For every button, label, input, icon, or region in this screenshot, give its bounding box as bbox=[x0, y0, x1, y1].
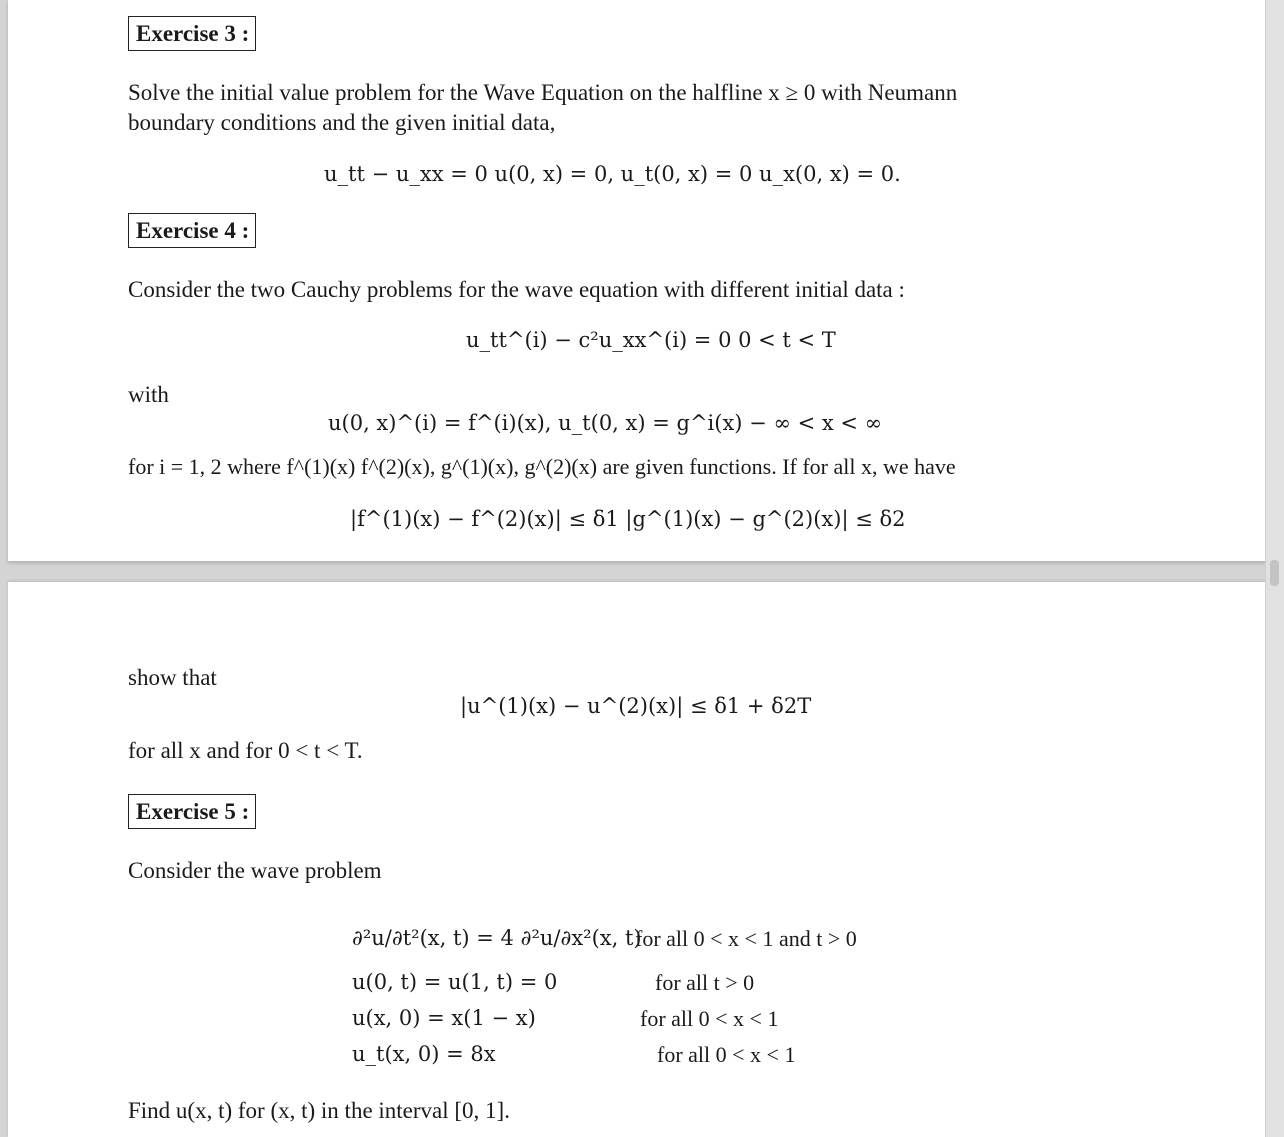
exercise-3-text-line-2: boundary conditions and the given initial data, bbox=[128, 110, 556, 135]
document-page-1 bbox=[8, 0, 1266, 561]
exercise-4-heading: Exercise 4 : bbox=[128, 213, 256, 248]
exercise-5-boundary-equation: u(0, t) = u(1, t) = 0 bbox=[352, 970, 558, 994]
exercise-4-result-equation: |u^(1)(x) − u^(2)(x)| ≤ δ1 + δ2T bbox=[460, 694, 812, 718]
exercise-4-intro: Consider the two Cauchy problems for the wave equation with different initial data : bbox=[128, 277, 905, 302]
exercise-5-boundary-condition: for all t > 0 bbox=[655, 970, 755, 995]
exercise-5-initial-velocity-condition: for all 0 < x < 1 bbox=[657, 1042, 796, 1067]
exercise-5-intro: Consider the wave problem bbox=[128, 858, 382, 883]
exercise-5-initial-position-equation: u(x, 0) = x(1 − x) bbox=[352, 1006, 536, 1030]
exercise-3-text-line-1: Solve the initial value problem for the Wave Equation on the halfline x ≥ 0 with Neumann bbox=[128, 80, 958, 105]
exercise-5-find: Find u(x, t) for (x, t) in the interval [0, 1]. bbox=[128, 1098, 510, 1123]
exercise-4-show-that: show that bbox=[128, 665, 217, 690]
exercise-5-pde-condition: for all 0 < x < 1 and t > 0 bbox=[635, 926, 857, 951]
exercise-4-with: with bbox=[128, 382, 169, 407]
exercise-4-equation-wave: u_tt^(i) − c²u_xx^(i) = 0 0 < t < T bbox=[466, 328, 836, 352]
exercise-4-bounds-equation: |f^(1)(x) − f^(2)(x)| ≤ δ1 |g^(1)(x) − g^(2)(x)| ≤ δ2 bbox=[350, 507, 906, 531]
exercise-4-for-all: for all x and for 0 < t < T. bbox=[128, 738, 363, 763]
exercise-3-heading: Exercise 3 : bbox=[128, 16, 256, 51]
exercise-5-heading: Exercise 5 : bbox=[128, 794, 256, 829]
exercise-3-equation: u_tt − u_xx = 0 u(0, x) = 0, u_t(0, x) = 0 u_x(0, x) = 0. bbox=[324, 162, 901, 186]
exercise-4-equation-initial-data: u(0, x)^(i) = f^(i)(x), u_t(0, x) = g^i(x) − ∞ < x < ∞ bbox=[328, 411, 883, 435]
scrollbar-thumb[interactable] bbox=[1270, 560, 1279, 586]
exercise-5-pde-equation: ∂²u/∂t²(x, t) = 4 ∂²u/∂x²(x, t) bbox=[352, 926, 642, 950]
exercise-5-initial-position-condition: for all 0 < x < 1 bbox=[640, 1006, 779, 1031]
document-page-2 bbox=[8, 582, 1266, 1137]
vertical-scrollbar[interactable] bbox=[1265, 0, 1284, 1137]
exercise-5-initial-velocity-equation: u_t(x, 0) = 8x bbox=[352, 1042, 496, 1066]
exercise-4-functions-line: for i = 1, 2 where f^(1)(x) f^(2)(x), g^(1)(x), g^(2)(x) are given functions. If for all x, we have bbox=[128, 454, 956, 479]
